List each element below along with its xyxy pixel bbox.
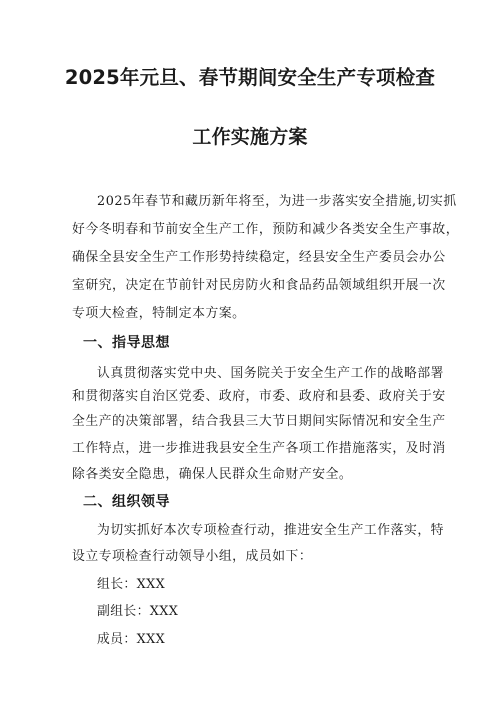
section2-line-2: 设立专项检查行动领导小组，成员如下： xyxy=(72,549,313,564)
member-leader: 组长：XXX xyxy=(97,577,166,592)
intro-line-2: 好今冬明春和节前安全生产工作，预防和减少各类安全生产事故， xyxy=(72,222,460,237)
section1-line-2: 和贯彻落实自治区党委、政府，市委、政府和县委、政府关于安 xyxy=(72,389,446,404)
section2-heading: 二、组织领导 xyxy=(83,494,170,510)
document-title-line2: 工作实施方案 xyxy=(192,126,308,148)
intro-line-5: 专项大检查，特制定本方案。 xyxy=(72,306,246,321)
intro-line-3: 确保全县安全生产工作形势持续稳定，经县安全生产委员会办公 xyxy=(72,250,446,265)
member-members: 成员：XXX xyxy=(97,632,166,647)
document-title-line1: 2025年元旦、春节期间安全生产专项检查 xyxy=(64,66,436,89)
section1-line-5: 除各类安全隐患，确保人民群众生命财产安全。 xyxy=(72,467,353,482)
section2-line-1: 为切实抓好本次专项检查行动，推进安全生产工作落实，特 xyxy=(97,523,445,538)
section1-line-1: 认真贯彻落实党中央、国务院关于安全生产工作的战略部署 xyxy=(97,366,445,381)
section1-line-4: 工作特点，进一步推进我县安全生产各项工作措施落实，及时消 xyxy=(72,441,446,456)
intro-line-4: 室研究，决定在节前针对民房防火和食品药品领域组织开展一次 xyxy=(72,278,446,293)
section1-heading: 一、指导思想 xyxy=(83,335,170,351)
intro-line-1: 2025年春节和藏历新年将至，为进一步落实安全措施,切实抓 xyxy=(97,194,457,209)
section1-line-3: 全生产的决策部署，结合我县三大节日期间实际情况和安全生产 xyxy=(72,414,446,429)
member-deputy: 副组长：XXX xyxy=(97,604,179,619)
